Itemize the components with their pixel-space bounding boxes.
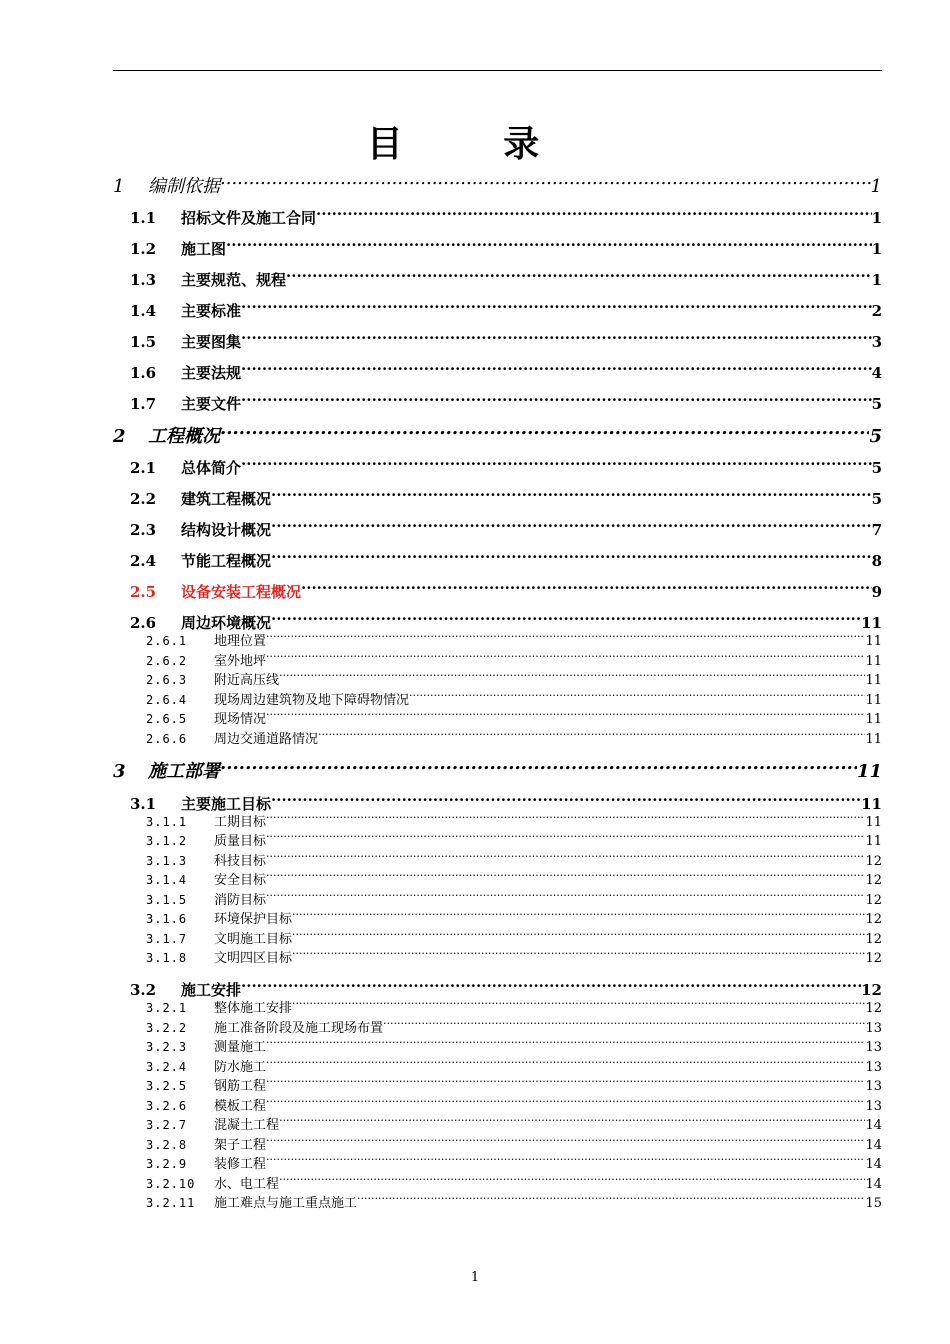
- toc-number: 1.1: [130, 209, 157, 227]
- toc-number: 3.1.8: [146, 951, 188, 965]
- dot-leader: [241, 451, 872, 473]
- toc-title: 室外地坪: [214, 654, 267, 669]
- toc-chapter-2[interactable]: [113, 418, 882, 447]
- toc-number: 1.5: [130, 333, 157, 351]
- toc-subsection-3-1-7[interactable]: [146, 925, 882, 947]
- dot-leader: [266, 647, 865, 665]
- toc-page: 11: [865, 673, 882, 688]
- dot-leader: [220, 168, 871, 192]
- page-number: 1: [470, 1270, 480, 1285]
- toc-subsection-3-2-5[interactable]: [146, 1072, 882, 1094]
- toc-chapter-3[interactable]: [113, 753, 882, 782]
- toc-page: 12: [865, 873, 882, 888]
- toc-section-1-5[interactable]: [130, 325, 882, 351]
- toc-number: 3.1.7: [146, 932, 188, 946]
- toc-title: 架子工程: [214, 1138, 267, 1153]
- toc-section-1-7[interactable]: [130, 387, 882, 413]
- toc-title: 质量目标: [214, 834, 267, 849]
- toc-page: 13: [865, 1099, 882, 1114]
- toc-page: 12: [865, 1001, 882, 1016]
- toc-number: 1: [113, 176, 125, 197]
- toc-title: 环境保护目标: [214, 912, 293, 927]
- toc-title: 安全目标: [214, 873, 267, 888]
- toc-subsection-3-2-2[interactable]: [146, 1014, 882, 1036]
- toc-title: 工期目标: [214, 815, 267, 830]
- toc-page: 13: [865, 1021, 882, 1036]
- toc-chapter-1[interactable]: [113, 168, 882, 197]
- toc-number: 2.6.2: [146, 654, 188, 668]
- dot-leader: [266, 866, 865, 884]
- toc-page: 4: [871, 364, 882, 382]
- dot-leader: [271, 482, 872, 504]
- toc-subsection-3-1-8[interactable]: [146, 944, 882, 966]
- toc-page: 14: [865, 1157, 882, 1172]
- toc-number: 3.2.3: [146, 1040, 188, 1054]
- toc-page: 11: [865, 732, 882, 747]
- toc-title: 测量施工: [214, 1040, 267, 1055]
- toc-number: 2.6.1: [146, 634, 188, 648]
- dot-leader: [286, 263, 872, 285]
- toc-title: 混凝土工程: [214, 1118, 280, 1133]
- toc-number: 1.4: [130, 302, 157, 320]
- toc-page: 11: [865, 834, 882, 849]
- toc-number: 2.6.3: [146, 673, 188, 687]
- dot-leader: [383, 1014, 865, 1032]
- dot-leader: [241, 294, 872, 316]
- dot-leader: [220, 418, 869, 442]
- toc-page: 11: [856, 761, 882, 782]
- toc-number: 3.2.1: [146, 1001, 188, 1015]
- dot-leader: [271, 787, 861, 809]
- toc-section-2-2[interactable]: [130, 482, 882, 508]
- toc-page: 14: [865, 1138, 882, 1153]
- toc-title: 文明施工目标: [214, 932, 293, 947]
- toc-number: 1.3: [130, 271, 157, 289]
- toc-subsection-3-2-11[interactable]: [146, 1189, 882, 1211]
- toc-title: 主要施工目标: [181, 795, 272, 813]
- toc-section-2-6[interactable]: [130, 606, 882, 632]
- dot-leader: [241, 356, 872, 378]
- dot-leader: [279, 1170, 865, 1188]
- toc-title: 主要规范、规程: [181, 271, 287, 289]
- dot-leader: [266, 705, 865, 723]
- dot-leader: [292, 944, 865, 962]
- toc-page: 14: [865, 1177, 882, 1192]
- toc-page: 11: [865, 712, 882, 727]
- toc-title: 施工准备阶段及施工现场布置: [214, 1021, 384, 1036]
- toc-number: 1.6: [130, 364, 157, 382]
- toc-page: 11: [861, 614, 882, 632]
- toc-page: 1: [871, 240, 882, 258]
- toc-page: 5: [869, 426, 882, 447]
- toc-subsection-3-2-4[interactable]: [146, 1053, 882, 1075]
- dot-leader: [220, 753, 857, 777]
- toc-section-1-4[interactable]: [130, 294, 882, 320]
- toc-title: 主要法规: [181, 364, 242, 382]
- toc-title: 施工部署: [148, 761, 220, 782]
- dot-leader: [279, 666, 865, 684]
- toc-number: 2: [113, 426, 126, 447]
- toc-title: 科技目标: [214, 854, 267, 869]
- dot-leader: [292, 905, 865, 923]
- dot-leader: [226, 232, 872, 254]
- dot-leader: [292, 925, 865, 943]
- toc-number: 3: [113, 761, 126, 782]
- toc-title: 装修工程: [214, 1157, 267, 1172]
- toc-title: 主要标准: [181, 302, 242, 320]
- toc-subsection-3-1-4[interactable]: [146, 866, 882, 888]
- toc-page: 9: [871, 583, 882, 601]
- toc-page: 12: [861, 981, 882, 999]
- toc-section-2-5[interactable]: [130, 575, 882, 601]
- toc-page: 11: [861, 795, 882, 813]
- toc-title: 总体简介: [181, 459, 242, 477]
- toc-number: 2.4: [130, 552, 157, 570]
- toc-title: 设备安装工程概况: [181, 583, 302, 601]
- dot-leader: [266, 1072, 865, 1090]
- toc-title: 消防目标: [214, 893, 267, 908]
- toc-title: 附近高压线: [214, 673, 280, 688]
- toc-page: 13: [865, 1040, 882, 1055]
- toc-number: 2.1: [130, 459, 157, 477]
- toc-number: 2.5: [130, 583, 157, 601]
- toc-subsection-3-1-5[interactable]: [146, 886, 882, 908]
- toc-number: 3.1: [130, 795, 157, 813]
- toc-number: 3.2.6: [146, 1099, 188, 1113]
- toc-section-1-2[interactable]: [130, 232, 882, 258]
- toc-page: 7: [871, 521, 882, 539]
- toc-title: 周边环境概况: [181, 614, 272, 632]
- toc-title: 文明四区目标: [214, 951, 293, 966]
- dot-leader: [266, 827, 865, 845]
- toc-title: 水、电工程: [214, 1177, 280, 1192]
- toc-page: 1: [871, 271, 882, 289]
- toc-section-3-2[interactable]: [130, 973, 882, 999]
- dot-leader: [292, 994, 865, 1012]
- toc-page: 12: [865, 932, 882, 947]
- toc-number: 2.2: [130, 490, 157, 508]
- header-rule: [113, 70, 882, 71]
- toc-title: 结构设计概况: [181, 521, 272, 539]
- toc-title: 主要文件: [181, 395, 242, 413]
- toc-page: 11: [865, 693, 882, 708]
- toc-section-1-6[interactable]: [130, 356, 882, 382]
- toc-page: 5: [871, 490, 882, 508]
- toc-subsection-3-2-8[interactable]: [146, 1131, 882, 1153]
- toc-subsection-2-6-1[interactable]: [146, 627, 882, 649]
- dot-leader: [266, 627, 865, 645]
- dot-leader: [279, 1111, 865, 1129]
- toc-number: 3.1.5: [146, 893, 188, 907]
- toc-number: 1.7: [130, 395, 157, 413]
- toc-number: 3.2.8: [146, 1138, 188, 1152]
- dot-leader: [266, 847, 865, 865]
- toc-number: 3.2.10: [146, 1177, 196, 1191]
- toc-title: 现场周边建筑物及地下障碍物情况: [214, 693, 410, 708]
- toc-section-1-3[interactable]: [130, 263, 882, 289]
- toc-subsection-2-6-3[interactable]: [146, 666, 882, 688]
- toc-page: 1: [870, 176, 882, 197]
- toc-page: 8: [871, 552, 882, 570]
- toc-title: 施工难点与施工重点施工: [214, 1196, 358, 1211]
- toc-section-2-1[interactable]: [130, 451, 882, 477]
- toc-subsection-3-1-6[interactable]: [146, 905, 882, 927]
- dot-leader: [271, 606, 861, 628]
- dot-leader: [266, 1092, 865, 1110]
- dot-leader: [266, 1150, 865, 1168]
- toc-subsection-3-1-1[interactable]: [146, 808, 882, 830]
- toc-number: 3.1.1: [146, 815, 188, 829]
- toc-page: 11: [865, 634, 882, 649]
- dot-leader: [357, 1189, 865, 1207]
- toc-number: 2.6.6: [146, 732, 188, 746]
- toc-page: 5: [871, 459, 882, 477]
- dot-leader: [271, 513, 872, 535]
- toc-title: 施工安排: [181, 981, 242, 999]
- toc-title: 现场情况: [214, 712, 267, 727]
- toc-page: 12: [865, 951, 882, 966]
- toc-subsection-3-2-10[interactable]: [146, 1170, 882, 1192]
- toc-title: 施工图: [181, 240, 227, 258]
- toc-subsection-3-2-7[interactable]: [146, 1111, 882, 1133]
- toc-page: 14: [865, 1118, 882, 1133]
- dot-leader: [301, 575, 872, 597]
- toc-number: 3.2.9: [146, 1157, 188, 1171]
- toc-number: 2.3: [130, 521, 157, 539]
- toc-subsection-3-1-2[interactable]: [146, 827, 882, 849]
- toc-page: 5: [871, 395, 882, 413]
- toc-section-2-3[interactable]: [130, 513, 882, 539]
- toc-title: 主要图集: [181, 333, 242, 351]
- toc-number: 3.1.3: [146, 854, 188, 868]
- toc-page: 1: [871, 209, 882, 227]
- page-title: 目 录: [366, 124, 584, 165]
- toc-title: 招标文件及施工合同: [181, 209, 317, 227]
- toc-number: 3.2.7: [146, 1118, 188, 1132]
- toc-title: 编制依据: [148, 176, 220, 197]
- toc-page: 2: [871, 302, 882, 320]
- toc-title: 工程概况: [148, 426, 220, 447]
- toc-subsection-2-6-2[interactable]: [146, 647, 882, 669]
- toc-title: 地理位置: [214, 634, 267, 649]
- toc-number: 2.6: [130, 614, 157, 632]
- toc-number: 3.1.6: [146, 912, 188, 926]
- toc-page: 11: [865, 654, 882, 669]
- toc-title: 节能工程概况: [181, 552, 272, 570]
- toc-title: 防水施工: [214, 1060, 267, 1075]
- toc-title: 模板工程: [214, 1099, 267, 1114]
- toc-title: 整体施工安排: [214, 1001, 293, 1016]
- dot-leader: [266, 1131, 865, 1149]
- toc-page: 12: [865, 854, 882, 869]
- toc-title: 周边交通道路情况: [214, 732, 319, 747]
- toc-subsection-3-2-6[interactable]: [146, 1092, 882, 1114]
- toc-subsection-3-2-9[interactable]: [146, 1150, 882, 1172]
- toc-subsection-2-6-4[interactable]: [146, 686, 882, 708]
- toc-number: 3.2.4: [146, 1060, 188, 1074]
- toc-subsection-3-2-3[interactable]: [146, 1033, 882, 1055]
- toc-title: 钢筋工程: [214, 1079, 267, 1094]
- dot-leader: [271, 544, 872, 566]
- toc-subsection-2-6-5[interactable]: [146, 705, 882, 727]
- toc-page: 13: [865, 1060, 882, 1075]
- dot-leader: [266, 808, 865, 826]
- toc-subsection-2-6-6[interactable]: [146, 725, 882, 747]
- toc-number: 1.2: [130, 240, 157, 258]
- toc-subsection-3-1-3[interactable]: [146, 847, 882, 869]
- dot-leader: [266, 1033, 865, 1051]
- dot-leader: [241, 387, 872, 409]
- toc-subsection-3-2-1[interactable]: [146, 994, 882, 1016]
- toc-page: 15: [865, 1196, 882, 1211]
- toc-number: 2.6.4: [146, 693, 188, 707]
- toc-page: 12: [865, 893, 882, 908]
- dot-leader: [266, 1053, 865, 1071]
- toc-page: 11: [865, 815, 882, 830]
- toc-section-1-1[interactable]: [130, 201, 882, 227]
- toc-number: 3.2.5: [146, 1079, 188, 1093]
- dot-leader: [266, 886, 865, 904]
- toc-number: 3.2: [130, 981, 157, 999]
- toc-title: 建筑工程概况: [181, 490, 272, 508]
- dot-leader: [241, 325, 872, 347]
- toc-section-3-1[interactable]: [130, 787, 882, 813]
- toc-number: 2.6.5: [146, 712, 188, 726]
- toc-number: 3.2.11: [146, 1196, 196, 1210]
- toc-page: 12: [865, 912, 882, 927]
- toc-page: 13: [865, 1079, 882, 1094]
- dot-leader: [409, 686, 865, 704]
- dot-leader: [316, 201, 872, 223]
- toc-section-2-4[interactable]: [130, 544, 882, 570]
- toc-number: 3.1.2: [146, 834, 188, 848]
- dot-leader: [318, 725, 865, 743]
- toc-number: 3.1.4: [146, 873, 188, 887]
- toc-page: 3: [871, 333, 882, 351]
- toc-number: 3.2.2: [146, 1021, 188, 1035]
- dot-leader: [241, 973, 861, 995]
